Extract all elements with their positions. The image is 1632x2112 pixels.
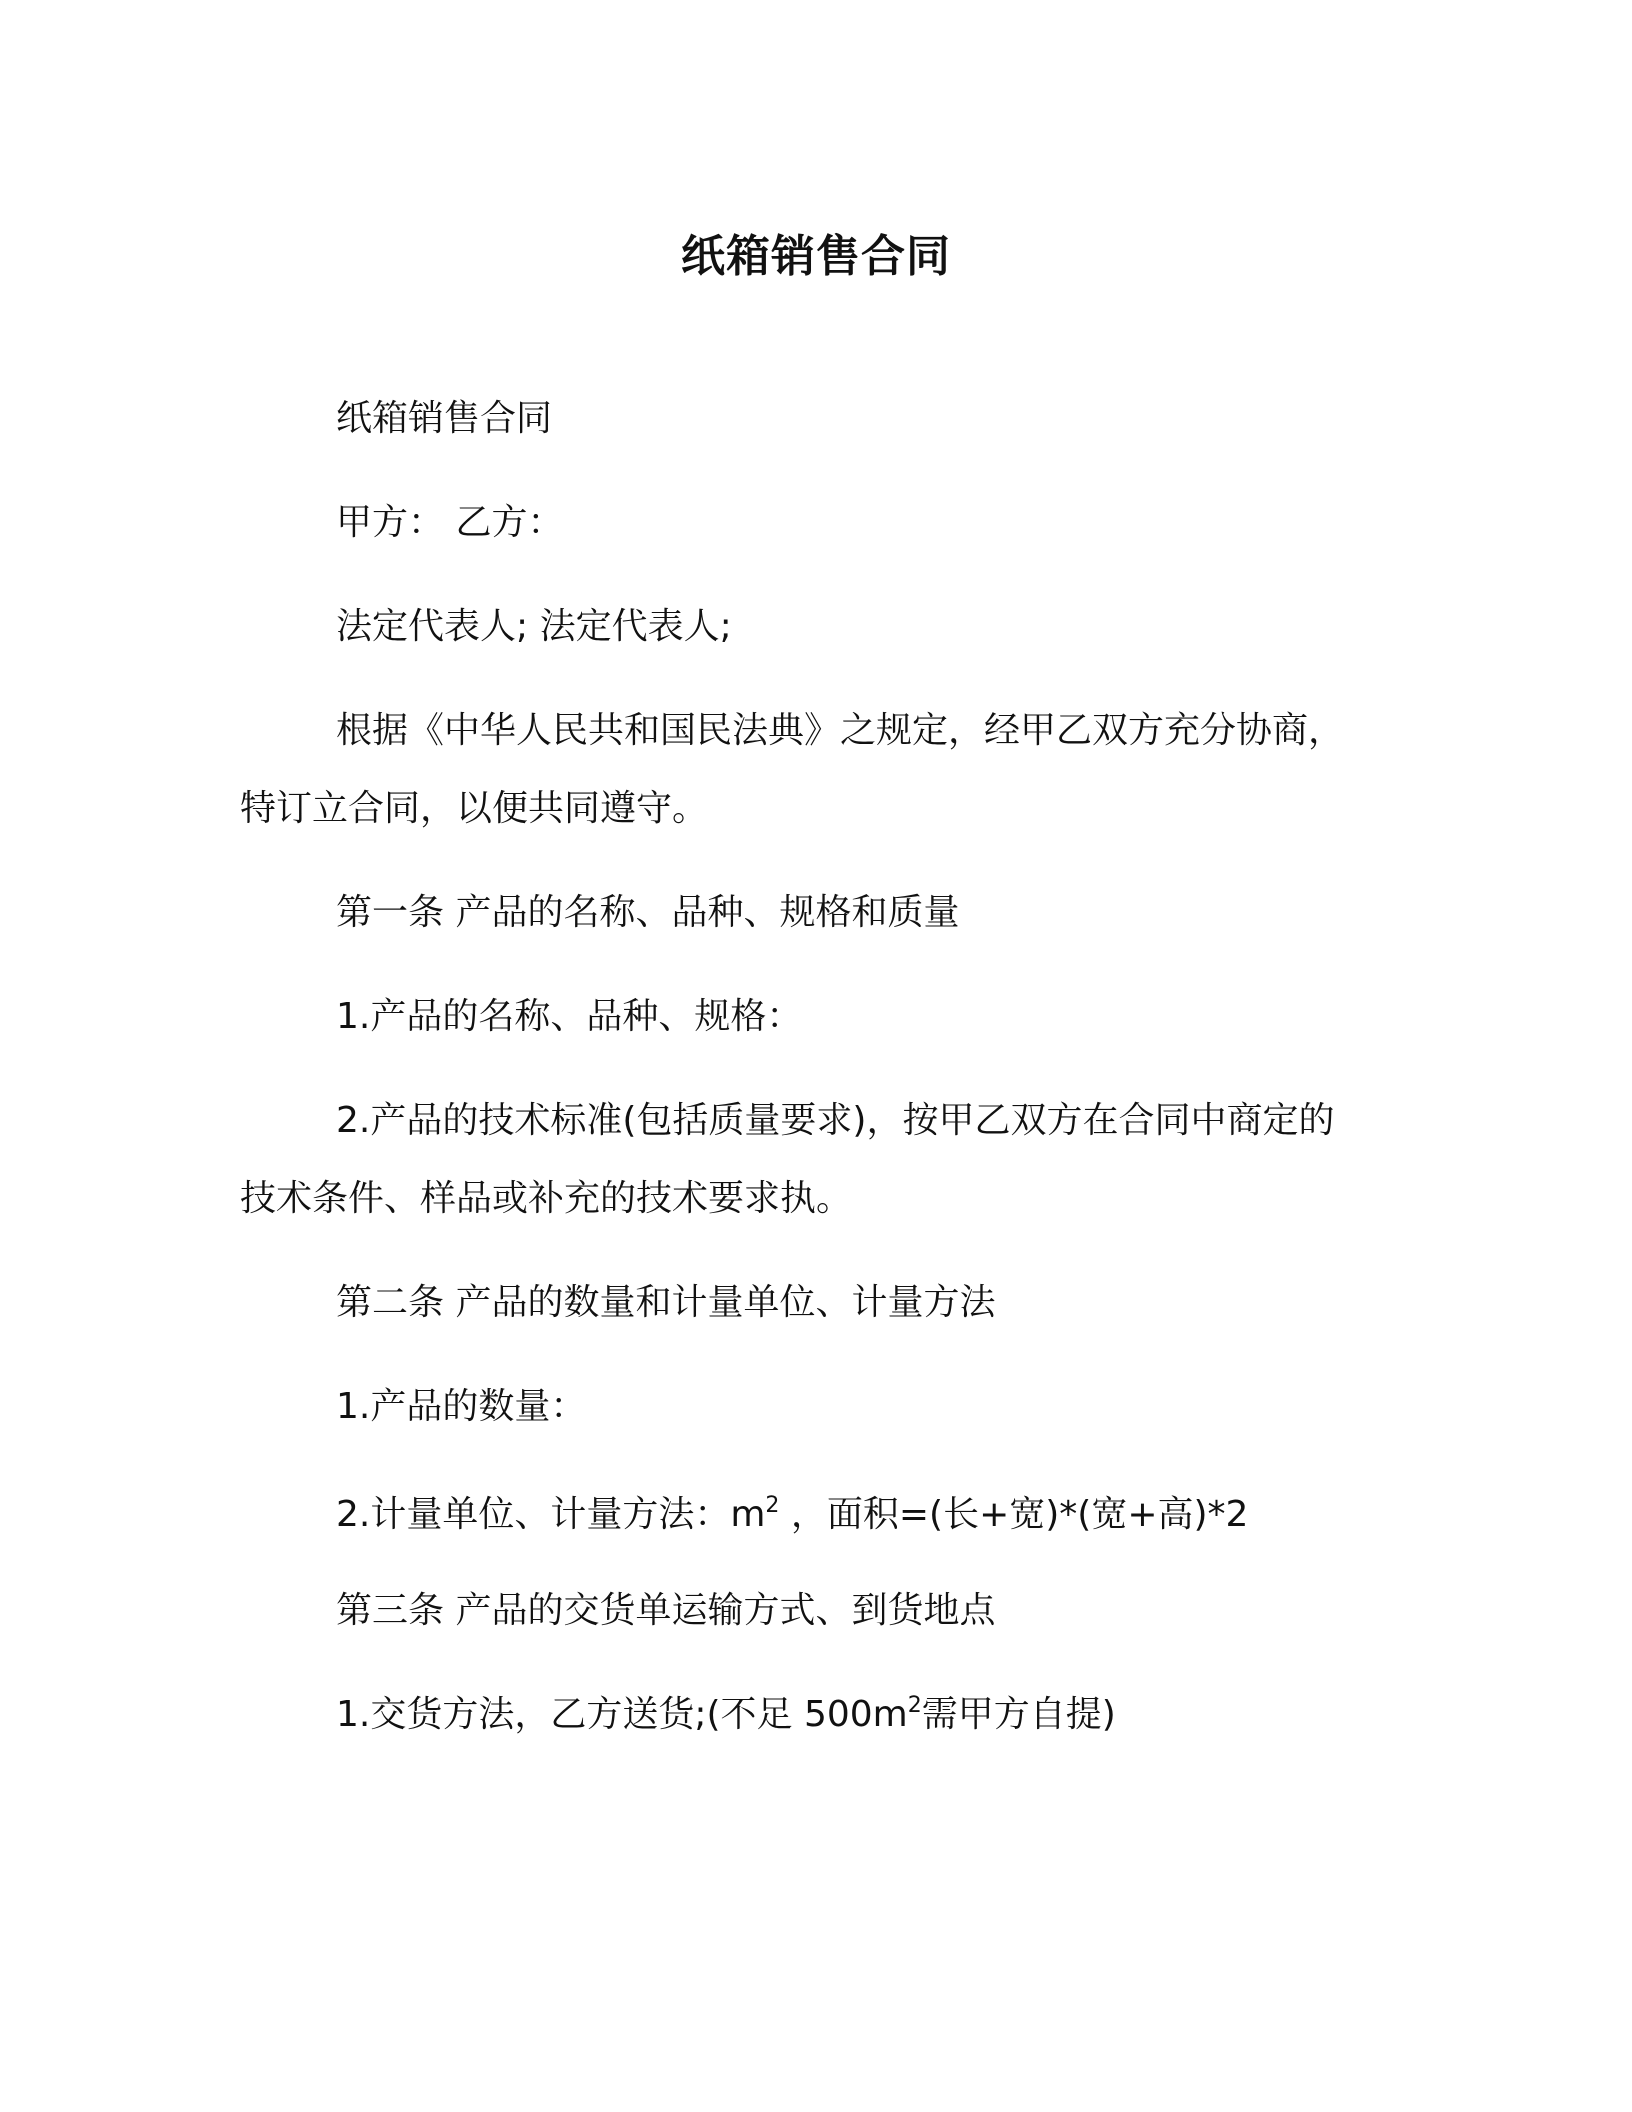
measure-text-after: ，面积=(长+宽)*(宽+高)*2 <box>779 1494 1249 1535</box>
parties-line: 甲方： 乙方： <box>336 502 564 543</box>
delivery-text-after: 需甲方自提) <box>921 1694 1116 1735</box>
article-one-item-1: 1.产品的名称、品种、规格： <box>336 996 803 1037</box>
delivery-text-before: 1.交货方法，乙方送货;(不足 500m <box>336 1694 908 1735</box>
article-one-heading: 第一条 产品的名称、品种、规格和质量 <box>336 892 960 933</box>
preamble-paragraph: 根据《中华人民共和国民法典》之规定，经甲乙双方充分协商，特订立合同，以便共同遵守。 <box>240 710 1345 829</box>
legal-representative-line: 法定代表人; 法定代表人; <box>336 606 732 647</box>
delivery-superscript: 2 <box>907 1693 922 1718</box>
measure-text-before: 2.计量单位、计量方法：m <box>336 1494 766 1535</box>
article-two-item-1: 1.产品的数量： <box>336 1386 587 1427</box>
document-title: 纸箱销售合同 <box>681 231 951 282</box>
article-three-heading: 第三条 产品的交货单运输方式、到货地点 <box>336 1590 996 1631</box>
article-three-item-1 <box>240 1676 1370 1754</box>
contract-heading: 纸箱销售合同 <box>336 398 553 439</box>
article-one-item-2: 2.产品的技术标准(包括质量要求)，按甲乙双方在合同中商定的技术条件、样品或补充的技术要求执。 <box>240 1100 1335 1219</box>
article-two-item-2 <box>240 1476 1370 1554</box>
article-two-heading: 第二条 产品的数量和计量单位、计量方法 <box>336 1282 996 1323</box>
measure-superscript: 2 <box>765 1493 780 1518</box>
